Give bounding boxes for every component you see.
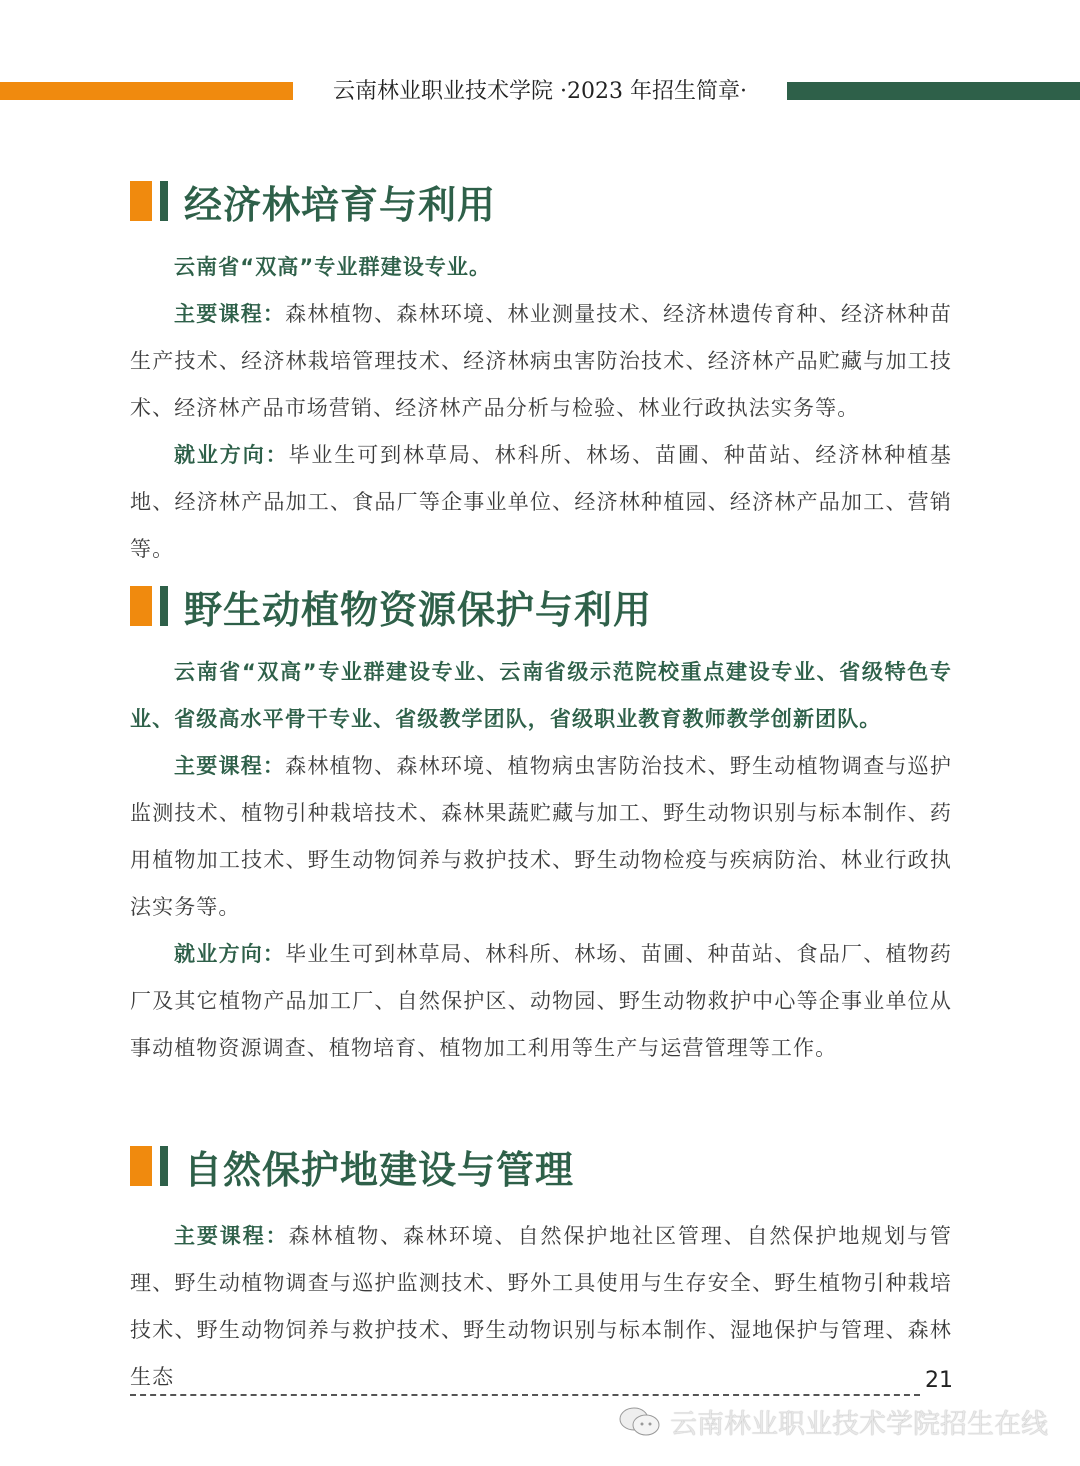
jobs-paragraph bbox=[130, 432, 952, 573]
header-bar-green bbox=[787, 82, 1080, 100]
section-title: 野生动植物资源保护与利用 bbox=[184, 587, 653, 632]
courses-paragraph bbox=[130, 291, 952, 432]
section-economic-forest bbox=[130, 180, 952, 573]
page-number: 21 bbox=[925, 1368, 953, 1393]
section-heading bbox=[130, 1145, 952, 1192]
footer-dashed-line bbox=[130, 1394, 920, 1396]
heading-marker-green bbox=[160, 1146, 168, 1186]
watermark bbox=[618, 1402, 1048, 1441]
section-title: 经济林培育与利用 bbox=[184, 182, 497, 227]
header-title: 云南林业职业技术学院 ·2023 年招生简章· bbox=[333, 79, 747, 104]
courses-label: 主要课程： bbox=[174, 302, 286, 326]
courses-paragraph bbox=[130, 1213, 952, 1401]
courses-label: 主要课程： bbox=[174, 1224, 289, 1248]
section-heading bbox=[130, 180, 952, 227]
jobs-text: 毕业生可到林草局、林科所、林场、苗圃、种苗站、食品厂、植物药厂及其它植物产品加工厂、自然保护区、动物园、野生动物救护中心等企事业单位从事动植物资源调查、植物培育、植物加工利用等生产与运营管理等工作。 bbox=[130, 942, 953, 1060]
watermark-text: 云南林业职业技术学院招生在线 bbox=[670, 1409, 1048, 1440]
courses-label: 主要课程： bbox=[174, 754, 286, 778]
jobs-paragraph bbox=[130, 931, 952, 1072]
heading-marker-green bbox=[160, 181, 168, 221]
section-wildlife bbox=[130, 585, 952, 1072]
highlight-text: 云南省“双高”专业群建设专业。 bbox=[174, 255, 492, 279]
heading-marker-orange bbox=[130, 586, 152, 626]
header-bar-orange bbox=[0, 82, 293, 100]
courses-text: 森林植物、森林环境、植物病虫害防治技术、野生动植物调查与巡护监测技术、植物引种栽培技术、森林果蔬贮藏与加工、野生动物识别与标本制作、药用植物加工技术、野生动物饲养与救护技术、野生动物检疫与疾病防治、林业行政执法实务等。 bbox=[130, 754, 953, 919]
jobs-label: 就业方向： bbox=[174, 942, 286, 966]
jobs-text: 毕业生可到林草局、林科所、林场、苗圃、种苗站、经济林种植基地、经济林产品加工、食品厂等企事业单位、经济林种植园、经济林产品加工、营销等。 bbox=[130, 443, 952, 561]
courses-text: 森林植物、森林环境、林业测量技术、经济林遗传育种、经济林种苗生产技术、经济林栽培管理技术、经济林病虫害防治技术、经济林产品贮藏与加工技术、经济林产品市场营销、经济林产品分析与检验、林业行政执法实务等。 bbox=[130, 302, 953, 420]
section-heading bbox=[130, 585, 952, 632]
wechat-icon bbox=[618, 1405, 662, 1439]
section-title: 自然保护地建设与管理 bbox=[184, 1147, 575, 1192]
heading-marker-orange bbox=[130, 1146, 152, 1186]
heading-marker-orange bbox=[130, 181, 152, 221]
jobs-label: 就业方向： bbox=[174, 443, 289, 467]
highlight-text: 云南省“双高”专业群建设专业、云南省级示范院校重点建设专业、省级特色专业、省级高水平骨干专业、省级教学团队，省级职业教育教师教学创新团队。 bbox=[130, 660, 952, 731]
courses-paragraph bbox=[130, 743, 952, 931]
section-nature-reserve bbox=[130, 1145, 952, 1401]
courses-text: 森林植物、森林环境、自然保护地社区管理、自然保护地规划与管理、野生动植物调查与巡护监测技术、野外工具使用与生存安全、野生植物引种栽培技术、野生动物饲养与救护技术、野生动物识别与标本制作、湿地保护与管理、森林生态 bbox=[130, 1224, 952, 1389]
heading-marker-green bbox=[160, 586, 168, 626]
